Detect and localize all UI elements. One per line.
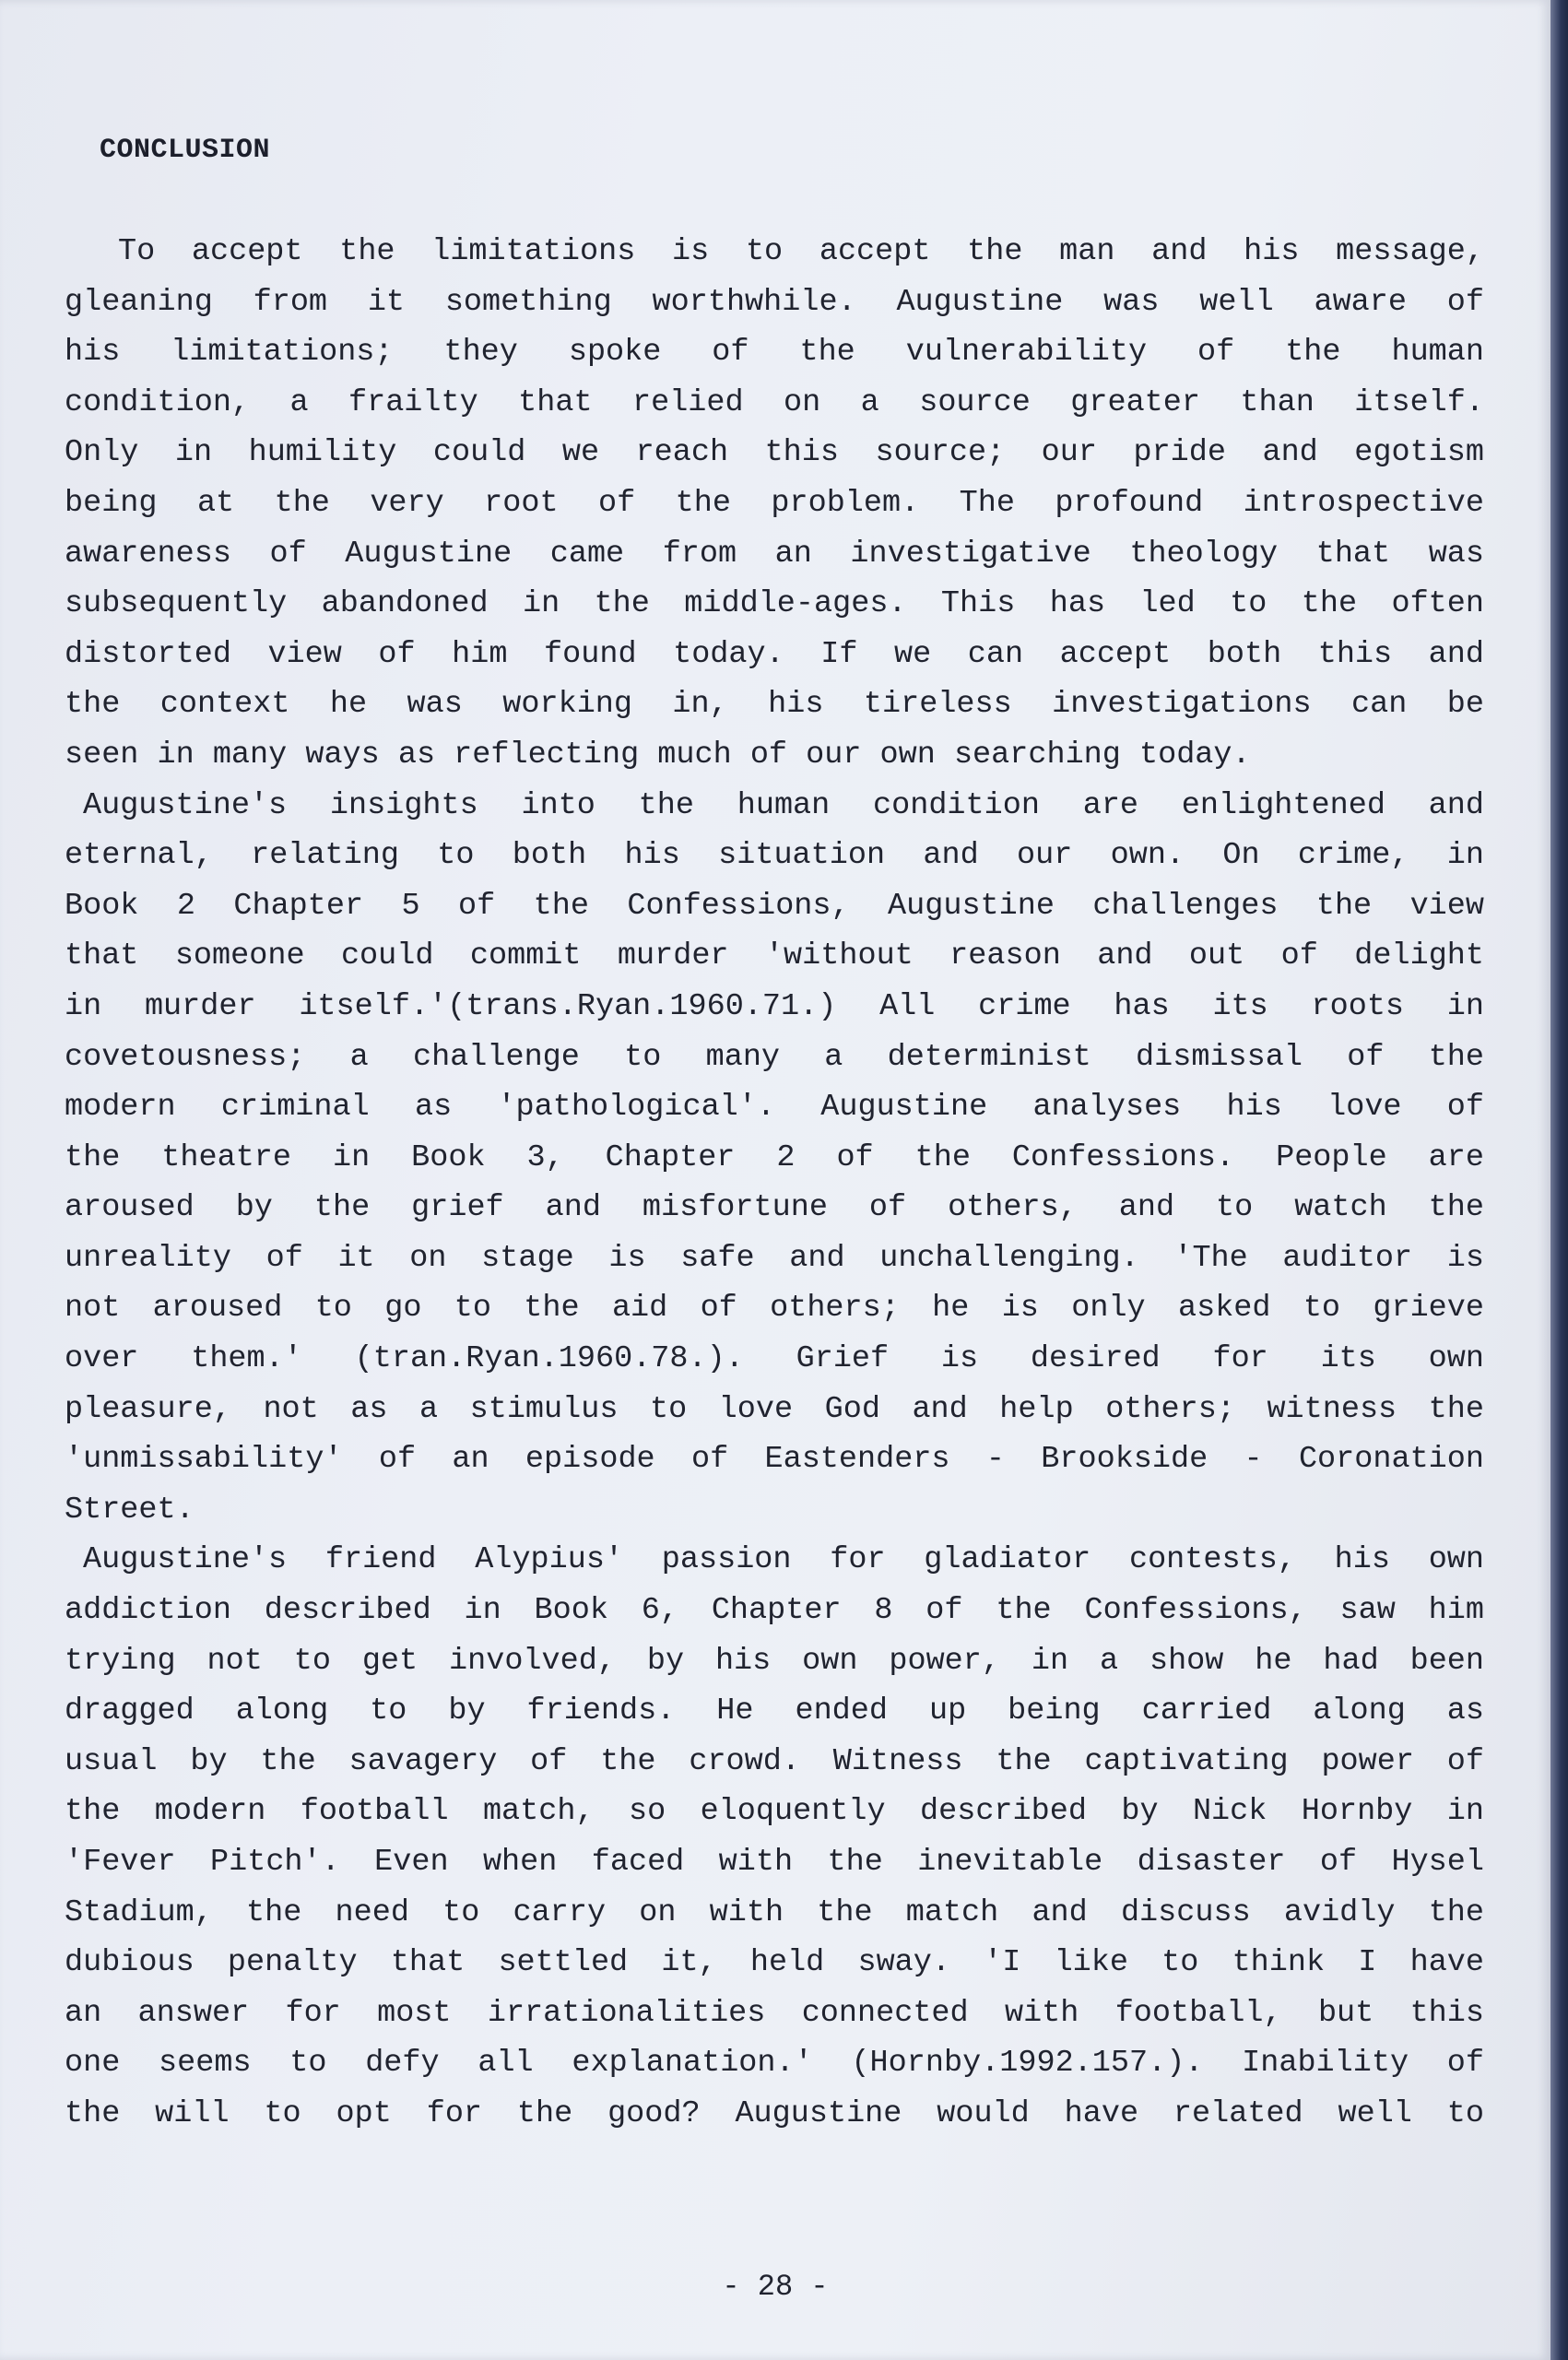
text-line: dragged along to by friends. He ended up being carried along as: [65, 1693, 1484, 1729]
text-line: pleasure, not as a stimulus to love God and help others; witness the: [65, 1391, 1484, 1427]
text-line: addiction described in Book 6, Chapter 8 of the Confessions, saw him: [65, 1593, 1484, 1629]
text-line: his limitations; they spoke of the vulnerability of the human: [65, 335, 1484, 371]
text-line: trying not to get involved, by his own power, in a show he had been: [65, 1643, 1484, 1679]
text-line: Street.: [65, 1492, 195, 1528]
section-heading: CONCLUSION: [100, 135, 271, 166]
page-edge-shadow: [1550, 0, 1568, 2360]
text-line: gleaning from it something worthwhile. Augustine was well aware of: [65, 284, 1484, 320]
text-line: modern criminal as 'pathological'. Augustine analyses his love of: [65, 1090, 1484, 1126]
text-line: Augustine's friend Alypius' passion for gladiator contests, his own: [83, 1542, 1484, 1578]
text-line: seen in many ways as reflecting much of our own searching today.: [65, 737, 1251, 773]
text-line: eternal, relating to both his situation and our own. On crime, in: [65, 838, 1484, 874]
text-line: distorted view of him found today. If we can accept both this and: [65, 636, 1484, 672]
page-number: - 28 -: [722, 2270, 829, 2304]
text-line: dubious penalty that settled it, held sway. 'I like to think I have: [65, 1945, 1484, 1981]
text-line: in murder itself.'(trans.Ryan.1960.71.) All crime has its roots in: [65, 988, 1484, 1024]
text-line: subsequently abandoned in the middle-ages. This has led to the often: [65, 586, 1484, 622]
text-line: over them.' (tran.Ryan.1960.78.). Grief is desired for its own: [65, 1341, 1484, 1377]
text-line: aroused by the grief and misfortune of others, and to watch the: [65, 1190, 1484, 1226]
paragraph-3: [65, 1535, 1484, 2139]
text-line: covetousness; a challenge to many a determinist dismissal of the: [65, 1039, 1484, 1075]
text-line: 'unmissability' of an episode of Eastenders - Brookside - Coronation: [65, 1442, 1484, 1478]
text-line: Only in humility could we reach this source; our pride and egotism: [65, 435, 1484, 471]
text-line: one seems to defy all explanation.' (Hornby.1992.157.). Inability of: [65, 2046, 1484, 2082]
text-line: the modern football match, so eloquently described by Nick Hornby in: [65, 1794, 1484, 1830]
text-line: the theatre in Book 3, Chapter 2 of the Confessions. People are: [65, 1139, 1484, 1175]
text-line: 'Fever Pitch'. Even when faced with the inevitable disaster of Hysel: [65, 1845, 1484, 1880]
text-line: that someone could commit murder 'without reason and out of delight: [65, 938, 1484, 974]
body-text: [65, 227, 1484, 2140]
text-line: Book 2 Chapter 5 of the Confessions, Augustine challenges the view: [65, 888, 1484, 924]
text-line: usual by the savagery of the crowd. Witness the captivating power of: [65, 1743, 1484, 1779]
text-line: unreality of it on stage is safe and unchallenging. 'The auditor is: [65, 1240, 1484, 1276]
text-line: the will to opt for the good? Augustine would have related well to: [65, 2095, 1484, 2131]
text-line: the context he was working in, his tireless investigations can be: [65, 687, 1484, 723]
text-line: an answer for most irrationalities connected with football, but this: [65, 1995, 1484, 2031]
text-line: Stadium, the need to carry on with the match and discuss avidly the: [65, 1894, 1484, 1930]
text-line: condition, a frailty that relied on a source greater than itself.: [65, 384, 1484, 420]
text-line: Augustine's insights into the human condition are enlightened and: [83, 787, 1484, 823]
text-line: awareness of Augustine came from an investigative theology that was: [65, 536, 1484, 572]
text-line: not aroused to go to the aid of others; he is only asked to grieve: [65, 1291, 1484, 1327]
text-line: being at the very root of the problem. The profound introspective: [65, 485, 1484, 521]
text-line: To accept the limitations is to accept the man and his message,: [118, 234, 1484, 269]
paragraph-2: [65, 781, 1484, 1536]
paragraph-1: [65, 227, 1484, 781]
